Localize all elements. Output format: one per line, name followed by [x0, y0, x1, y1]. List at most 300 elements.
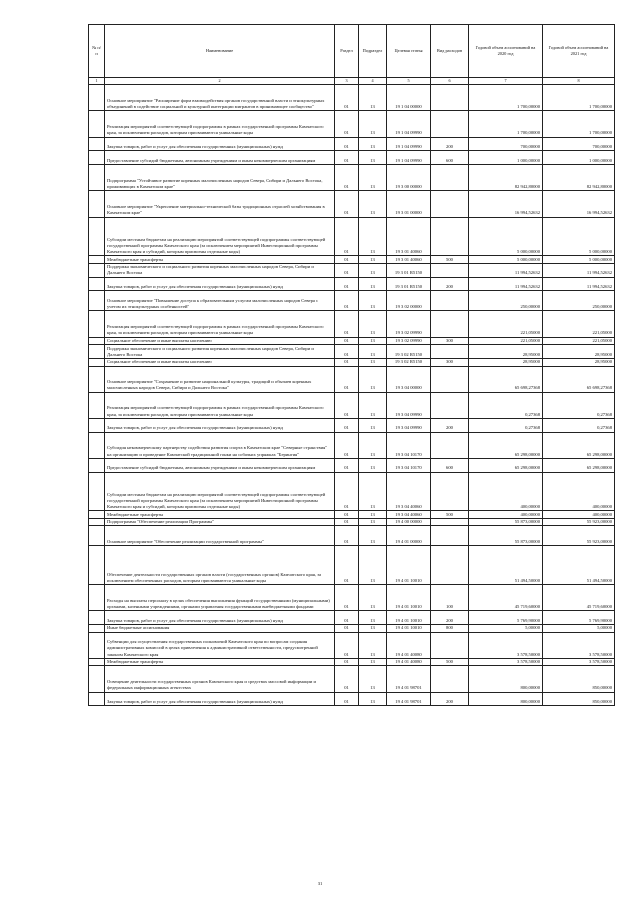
row-name-cell: Закупка товаров, работ и услуг для обеспечения государственных (муниципальных) нужд	[105, 692, 335, 706]
row-subsection-cell: 13	[359, 263, 387, 277]
table-row	[89, 111, 615, 137]
row-amount-2021-cell: 55 923,00000	[543, 518, 615, 526]
row-name-cell: Межбюджетные трансферты	[105, 658, 335, 666]
row-amount-2020-cell: 1 000,00000	[469, 151, 543, 165]
row-name-cell: Реализация мероприятий соответствующей подпрограммы в рамках государственной программы Камчатского края, за исключением расходов, которым присваиваются уникальные коды	[105, 111, 335, 137]
row-name-cell: Социальное обеспечение и иные выплаты населению	[105, 337, 335, 345]
row-amount-2021-cell: 850,00000	[543, 666, 615, 692]
row-subsection-cell: 13	[359, 611, 387, 625]
table-row	[89, 658, 615, 666]
row-subsection-cell: 13	[359, 256, 387, 264]
row-number-cell	[89, 666, 105, 692]
row-target-article-cell: 19 4 01 98701	[387, 692, 431, 706]
row-section-cell: 01	[335, 518, 359, 526]
header-expense-type: Вид расходов	[431, 25, 469, 78]
table-row	[89, 458, 615, 472]
row-target-article-cell: 19 1 04 00000	[387, 85, 431, 111]
row-number-cell	[89, 511, 105, 519]
row-name-cell: Межбюджетные трансферты	[105, 511, 335, 519]
table-row	[89, 585, 615, 611]
row-expense-type-cell: 200	[431, 277, 469, 291]
row-amount-2020-cell: 1 700,00000	[469, 111, 543, 137]
row-target-article-cell: 19 4 01 00000	[387, 526, 431, 546]
row-number-cell	[89, 217, 105, 256]
row-amount-2021-cell: 5 000,00000	[543, 256, 615, 264]
row-amount-2020-cell: 55 873,00000	[469, 518, 543, 526]
row-subsection-cell: 13	[359, 358, 387, 366]
row-section-cell: 01	[335, 526, 359, 546]
row-section-cell: 01	[335, 511, 359, 519]
row-section-cell: 01	[335, 611, 359, 625]
header-section: Раздел	[335, 25, 359, 78]
row-target-article-cell: 19 3 02 R5150	[387, 358, 431, 366]
table-row	[89, 85, 615, 111]
row-name-cell: Закупка товаров, работ и услуг для обеспечения государственных (муниципальных) нужд	[105, 277, 335, 291]
row-name-cell: Субсидии местным бюджетам на реализацию мероприятий соответствующей подпрограммы соответствующей государственной программы Камчатского края (за исключением мероприятий Инвестиционной программы Камчатского края и субсидий, которым присвоены отдельные коды)	[105, 217, 335, 256]
table-row	[89, 165, 615, 191]
row-section-cell: 01	[335, 291, 359, 311]
row-expense-type-cell	[431, 546, 469, 585]
row-number-cell	[89, 337, 105, 345]
row-target-article-cell: 19 3 04 09990	[387, 418, 431, 432]
column-number: 8	[543, 78, 615, 85]
row-amount-2021-cell: 3 578,50000	[543, 632, 615, 658]
table-row	[89, 511, 615, 519]
row-amount-2020-cell: 700,00000	[469, 137, 543, 151]
row-name-cell: Предоставление субсидий бюджетным, автономным учреждениям и иным некоммерческим организациям	[105, 151, 335, 165]
row-number-cell	[89, 432, 105, 458]
row-amount-2021-cell: 11 994,52632	[543, 263, 615, 277]
row-expense-type-cell	[431, 345, 469, 359]
row-subsection-cell: 13	[359, 191, 387, 217]
column-number-row	[89, 78, 615, 85]
row-target-article-cell: 19 3 01 40060	[387, 256, 431, 264]
header-target-article: Целевая статья	[387, 25, 431, 78]
row-target-article-cell: 19 4 01 10010	[387, 546, 431, 585]
row-subsection-cell: 13	[359, 418, 387, 432]
row-amount-2021-cell: 65 698,27368	[543, 366, 615, 392]
row-amount-2021-cell: 28,95000	[543, 345, 615, 359]
row-number-cell	[89, 392, 105, 418]
row-section-cell: 01	[335, 666, 359, 692]
table-row	[89, 291, 615, 311]
row-expense-type-cell: 300	[431, 337, 469, 345]
row-section-cell: 01	[335, 358, 359, 366]
row-amount-2020-cell: 28,95000	[469, 358, 543, 366]
row-subsection-cell: 13	[359, 585, 387, 611]
row-target-article-cell: 19 3 04 40060	[387, 472, 431, 511]
row-amount-2021-cell: 5 769,90000	[543, 611, 615, 625]
row-expense-type-cell	[431, 263, 469, 277]
row-expense-type-cell: 600	[431, 151, 469, 165]
table-row	[89, 692, 615, 706]
row-expense-type-cell: 800	[431, 625, 469, 633]
row-name-cell: Поддержка экономического и социального развития коренных малочисленных народов Севера, Сибири и Дальнего Востока	[105, 345, 335, 359]
row-number-cell	[89, 111, 105, 137]
row-number-cell	[89, 418, 105, 432]
row-amount-2020-cell: 5,00000	[469, 625, 543, 633]
row-name-cell: Основное мероприятие "Повышение доступа к образовательным услугам малочисленных народов Севера с учетом их этнокультурных особенностей"	[105, 291, 335, 311]
row-expense-type-cell: 200	[431, 418, 469, 432]
row-amount-2020-cell: 28,95000	[469, 345, 543, 359]
table-row	[89, 311, 615, 337]
row-amount-2021-cell: 16 994,52632	[543, 191, 615, 217]
row-amount-2021-cell: 82 942,80000	[543, 165, 615, 191]
row-target-article-cell: 19 4 01 40080	[387, 658, 431, 666]
row-number-cell	[89, 311, 105, 337]
row-expense-type-cell: 100	[431, 585, 469, 611]
row-subsection-cell: 13	[359, 658, 387, 666]
row-amount-2021-cell: 850,00000	[543, 692, 615, 706]
row-name-cell: Реализация мероприятий соответствующей подпрограммы в рамках государственной программы Камчатского края, за исключением расходов, которым присваиваются уникальные коды	[105, 392, 335, 418]
row-name-cell: Субсидия некоммерческому партнерству содействия развития спорта в Камчатском крае "Северные странствия" на организацию и проведение Камчатской традиционной гонки на собачьих упряжках "Берингия"	[105, 432, 335, 458]
row-name-cell: Подпрограмма "Устойчивое развитие коренных малочисленных народов Севера, Сибири и Дальнего Востока, проживающих в Камчатском крае"	[105, 165, 335, 191]
row-amount-2020-cell: 400,00000	[469, 511, 543, 519]
row-subsection-cell: 13	[359, 311, 387, 337]
row-amount-2021-cell: 11 994,52632	[543, 277, 615, 291]
row-subsection-cell: 13	[359, 217, 387, 256]
row-amount-2020-cell: 221,05000	[469, 337, 543, 345]
table-row	[89, 263, 615, 277]
row-amount-2020-cell: 5 769,90000	[469, 611, 543, 625]
row-amount-2020-cell: 800,00000	[469, 692, 543, 706]
row-subsection-cell: 13	[359, 472, 387, 511]
row-subsection-cell: 13	[359, 151, 387, 165]
row-amount-2020-cell: 82 942,80000	[469, 165, 543, 191]
row-amount-2021-cell: 400,00000	[543, 472, 615, 511]
column-number: 5	[387, 78, 431, 85]
row-subsection-cell: 13	[359, 392, 387, 418]
row-number-cell	[89, 256, 105, 264]
row-amount-2021-cell: 5 000,00000	[543, 217, 615, 256]
column-number: 7	[469, 78, 543, 85]
row-section-cell: 01	[335, 692, 359, 706]
row-expense-type-cell	[431, 85, 469, 111]
row-target-article-cell: 19 4 01 98701	[387, 666, 431, 692]
row-subsection-cell: 13	[359, 111, 387, 137]
row-name-cell: Основное мероприятие "Укрепление материально-технической базы традиционных отраслей хозяйствования в Камчатском крае"	[105, 191, 335, 217]
row-section-cell: 01	[335, 658, 359, 666]
row-expense-type-cell: 500	[431, 511, 469, 519]
table-row	[89, 337, 615, 345]
row-number-cell	[89, 291, 105, 311]
row-section-cell: 01	[335, 151, 359, 165]
row-expense-type-cell: 200	[431, 611, 469, 625]
row-target-article-cell: 19 3 00 00000	[387, 165, 431, 191]
row-name-cell: Реализация мероприятий соответствующей подпрограммы в рамках государственной программы Камчатского края, за исключением расходов, которым присваиваются уникальные коды	[105, 311, 335, 337]
row-number-cell	[89, 625, 105, 633]
table-row	[89, 358, 615, 366]
budget-table	[88, 24, 615, 706]
row-expense-type-cell	[431, 392, 469, 418]
row-amount-2021-cell: 5,00000	[543, 625, 615, 633]
table-row	[89, 518, 615, 526]
table-row	[89, 256, 615, 264]
table-row	[89, 277, 615, 291]
row-amount-2020-cell: 65 698,27368	[469, 366, 543, 392]
table-row	[89, 217, 615, 256]
row-amount-2021-cell: 1 700,00000	[543, 111, 615, 137]
row-expense-type-cell: 500	[431, 256, 469, 264]
row-amount-2021-cell: 700,00000	[543, 137, 615, 151]
row-target-article-cell: 19 3 02 09990	[387, 311, 431, 337]
row-name-cell: Межбюджетные трансферты	[105, 256, 335, 264]
row-name-cell: Расходы на выплаты персоналу в целях обеспечения выполнения функций государственными (муниципальными) органами, казенными учреждениями, органами управления государственными внебюджетными фондами	[105, 585, 335, 611]
header-amount-2020: Годовой объем ассигнований на 2020 год	[469, 25, 543, 78]
row-name-cell: Освещение деятельности государственных органов Камчатского края и средствах массовой информации и федеральных информационных агентствах	[105, 666, 335, 692]
table-row	[89, 345, 615, 359]
row-expense-type-cell	[431, 526, 469, 546]
row-section-cell: 01	[335, 625, 359, 633]
row-section-cell: 01	[335, 217, 359, 256]
row-expense-type-cell: 200	[431, 692, 469, 706]
header-subsection: Подраздел	[359, 25, 387, 78]
table-row	[89, 611, 615, 625]
row-target-article-cell: 19 4 01 10010	[387, 585, 431, 611]
row-subsection-cell: 13	[359, 345, 387, 359]
row-subsection-cell: 13	[359, 518, 387, 526]
table-row	[89, 632, 615, 658]
row-subsection-cell: 13	[359, 85, 387, 111]
row-expense-type-cell	[431, 191, 469, 217]
row-amount-2021-cell: 51 494,50000	[543, 546, 615, 585]
row-section-cell: 01	[335, 392, 359, 418]
row-number-cell	[89, 151, 105, 165]
row-subsection-cell: 13	[359, 526, 387, 546]
row-expense-type-cell	[431, 111, 469, 137]
row-name-cell: Закупка товаров, работ и услуг для обеспечения государственных (муниципальных) нужд	[105, 611, 335, 625]
row-subsection-cell: 13	[359, 625, 387, 633]
row-section-cell: 01	[335, 337, 359, 345]
row-amount-2020-cell: 11 994,52632	[469, 263, 543, 277]
row-target-article-cell: 19 3 01 40060	[387, 217, 431, 256]
row-section-cell: 01	[335, 632, 359, 658]
row-amount-2021-cell: 250,00000	[543, 291, 615, 311]
row-amount-2021-cell: 221,05000	[543, 311, 615, 337]
row-section-cell: 01	[335, 256, 359, 264]
row-section-cell: 01	[335, 263, 359, 277]
row-amount-2020-cell: 5 000,00000	[469, 256, 543, 264]
row-target-article-cell: 19 4 01 10010	[387, 625, 431, 633]
row-name-cell: Основное мероприятие "Расширение форм взаимодействия органов государственной власти и этнокультурных объединений в содействие социальной и культурной интеграции мигрантов в принимающее сообщество"	[105, 85, 335, 111]
row-target-article-cell: 19 1 04 09990	[387, 151, 431, 165]
row-subsection-cell: 13	[359, 366, 387, 392]
row-amount-2021-cell: 221,05000	[543, 337, 615, 345]
row-name-cell: Закупка товаров, работ и услуг для обеспечения государственных (муниципальных) нужд	[105, 137, 335, 151]
row-section-cell: 01	[335, 345, 359, 359]
column-number: 4	[359, 78, 387, 85]
table-row	[89, 418, 615, 432]
row-target-article-cell: 19 1 04 09990	[387, 111, 431, 137]
row-target-article-cell: 19 3 04 00000	[387, 366, 431, 392]
row-expense-type-cell	[431, 472, 469, 511]
row-number-cell	[89, 518, 105, 526]
table-body	[89, 85, 615, 706]
row-subsection-cell: 13	[359, 277, 387, 291]
row-section-cell: 01	[335, 546, 359, 585]
row-target-article-cell: 19 3 01 00000	[387, 191, 431, 217]
row-target-article-cell: 19 3 04 10170	[387, 458, 431, 472]
row-target-article-cell: 19 4 01 10010	[387, 611, 431, 625]
row-name-cell: Субсидии местным бюджетам на реализацию мероприятий соответствующей подпрограммы соответствующей государственной программы Камчатского края (за исключением мероприятий Инвестиционной программы Камчатского края и субсидий, которым присвоены отдельные коды)	[105, 472, 335, 511]
table-row	[89, 432, 615, 458]
table-row	[89, 191, 615, 217]
header-amount-2021: Годовой объем ассигнований на 2021 год	[543, 25, 615, 78]
row-amount-2020-cell: 3 578,50000	[469, 632, 543, 658]
row-subsection-cell: 13	[359, 511, 387, 519]
row-name-cell: Социальное обеспечение и иные выплаты населению	[105, 358, 335, 366]
column-number: 3	[335, 78, 359, 85]
row-target-article-cell: 19 3 02 09990	[387, 337, 431, 345]
table-row	[89, 366, 615, 392]
row-number-cell	[89, 345, 105, 359]
row-amount-2020-cell: 51 494,50000	[469, 546, 543, 585]
row-name-cell: Основное мероприятие "Сохранение и развитие национальной культуры, традиций и обычаев коренных малочисленных народов Севера, Сибири и Дальнего Востока"	[105, 366, 335, 392]
row-subsection-cell: 13	[359, 666, 387, 692]
row-amount-2021-cell: 1 000,00000	[543, 151, 615, 165]
row-section-cell: 01	[335, 311, 359, 337]
row-section-cell: 01	[335, 472, 359, 511]
row-number-cell	[89, 458, 105, 472]
row-section-cell: 01	[335, 458, 359, 472]
row-number-cell	[89, 611, 105, 625]
row-section-cell: 01	[335, 165, 359, 191]
row-expense-type-cell	[431, 291, 469, 311]
row-name-cell: Подпрограмма "Обеспечение реализации Программы"	[105, 518, 335, 526]
row-target-article-cell: 19 3 04 10170	[387, 432, 431, 458]
row-expense-type-cell	[431, 165, 469, 191]
row-amount-2020-cell: 1 700,00000	[469, 85, 543, 111]
row-subsection-cell: 13	[359, 165, 387, 191]
row-number-cell	[89, 546, 105, 585]
table-row	[89, 666, 615, 692]
row-subsection-cell: 13	[359, 137, 387, 151]
row-amount-2021-cell: 55 923,00000	[543, 526, 615, 546]
row-expense-type-cell	[431, 366, 469, 392]
column-number: 1	[89, 78, 105, 85]
row-number-cell	[89, 277, 105, 291]
row-target-article-cell: 19 4 01 40080	[387, 632, 431, 658]
row-number-cell	[89, 526, 105, 546]
page-number: 31	[317, 881, 323, 886]
row-target-article-cell: 19 3 02 R5150	[387, 345, 431, 359]
row-number-cell	[89, 692, 105, 706]
row-subsection-cell: 13	[359, 692, 387, 706]
row-subsection-cell: 13	[359, 546, 387, 585]
row-amount-2021-cell: 400,00000	[543, 511, 615, 519]
row-section-cell: 01	[335, 111, 359, 137]
row-subsection-cell: 13	[359, 458, 387, 472]
table-header-row	[89, 25, 615, 78]
row-subsection-cell: 13	[359, 632, 387, 658]
header-number: № п/п	[89, 25, 105, 78]
row-expense-type-cell	[431, 518, 469, 526]
row-expense-type-cell	[431, 632, 469, 658]
row-amount-2020-cell: 11 994,52632	[469, 277, 543, 291]
row-amount-2021-cell: 45 719,60000	[543, 585, 615, 611]
row-name-cell: Основное мероприятие "Обеспечение реализации государственной программы"	[105, 526, 335, 546]
table-row	[89, 392, 615, 418]
row-section-cell: 01	[335, 585, 359, 611]
header-name: Наименование	[105, 25, 335, 78]
row-section-cell: 01	[335, 366, 359, 392]
table-row	[89, 137, 615, 151]
row-expense-type-cell	[431, 311, 469, 337]
row-amount-2021-cell: 3 578,50000	[543, 658, 615, 666]
row-amount-2020-cell: 45 719,60000	[469, 585, 543, 611]
row-name-cell: Предоставление субсидий бюджетным, автономным учреждениям и иным некоммерческим организациям	[105, 458, 335, 472]
budget-table-sheet	[88, 24, 614, 706]
table-row	[89, 472, 615, 511]
row-number-cell	[89, 85, 105, 111]
table-row	[89, 546, 615, 585]
row-number-cell	[89, 632, 105, 658]
row-amount-2020-cell: 0,27368	[469, 418, 543, 432]
row-number-cell	[89, 585, 105, 611]
row-subsection-cell: 13	[359, 337, 387, 345]
row-amount-2020-cell: 221,05000	[469, 311, 543, 337]
row-target-article-cell: 19 3 02 00000	[387, 291, 431, 311]
row-amount-2020-cell: 0,27368	[469, 392, 543, 418]
row-target-article-cell: 19 3 01 R5150	[387, 263, 431, 277]
row-name-cell: Обеспечение деятельности государственных органов власти (государственных органов) Камчатского края, за исключением обеспеченных расходов, которым присваиваются уникальные коды	[105, 546, 335, 585]
row-section-cell: 01	[335, 277, 359, 291]
row-section-cell: 01	[335, 191, 359, 217]
row-amount-2021-cell: 28,95000	[543, 358, 615, 366]
row-target-article-cell: 19 4 00 00000	[387, 518, 431, 526]
row-section-cell: 01	[335, 137, 359, 151]
row-expense-type-cell	[431, 666, 469, 692]
row-amount-2020-cell: 16 994,52632	[469, 191, 543, 217]
row-name-cell: Иные бюджетные ассигнования	[105, 625, 335, 633]
row-number-cell	[89, 165, 105, 191]
column-number: 2	[105, 78, 335, 85]
row-expense-type-cell: 500	[431, 658, 469, 666]
row-amount-2021-cell: 65 298,00000	[543, 458, 615, 472]
row-number-cell	[89, 137, 105, 151]
row-name-cell: Поддержка экономического и социального развития коренных малочисленных народов Севера, Сибири и Дальнего Востока	[105, 263, 335, 277]
row-subsection-cell: 13	[359, 432, 387, 458]
row-target-article-cell: 19 3 01 R5150	[387, 277, 431, 291]
row-number-cell	[89, 366, 105, 392]
row-number-cell	[89, 472, 105, 511]
row-expense-type-cell	[431, 217, 469, 256]
row-target-article-cell: 19 1 04 09990	[387, 137, 431, 151]
row-name-cell: Субвенции для осуществления государственных полномочий Камчатского края по вопросам создания административных комиссий в целях привлечения к административной ответственности, предусмотренной законом Камчатского края	[105, 632, 335, 658]
row-expense-type-cell: 200	[431, 137, 469, 151]
row-amount-2020-cell: 65 298,00000	[469, 458, 543, 472]
table-row	[89, 526, 615, 546]
row-amount-2020-cell: 65 298,00000	[469, 432, 543, 458]
row-expense-type-cell: 300	[431, 358, 469, 366]
row-amount-2021-cell: 0,27368	[543, 418, 615, 432]
row-amount-2021-cell: 65 298,00000	[543, 432, 615, 458]
row-number-cell	[89, 191, 105, 217]
row-amount-2020-cell: 55 873,00000	[469, 526, 543, 546]
row-expense-type-cell: 600	[431, 458, 469, 472]
table-row	[89, 151, 615, 165]
row-section-cell: 01	[335, 432, 359, 458]
row-amount-2020-cell: 400,00000	[469, 472, 543, 511]
row-amount-2020-cell: 250,00000	[469, 291, 543, 311]
table-row	[89, 625, 615, 633]
row-section-cell: 01	[335, 85, 359, 111]
row-subsection-cell: 13	[359, 291, 387, 311]
row-amount-2020-cell: 800,00000	[469, 666, 543, 692]
row-amount-2021-cell: 0,27368	[543, 392, 615, 418]
row-target-article-cell: 19 3 04 40060	[387, 511, 431, 519]
row-number-cell	[89, 263, 105, 277]
